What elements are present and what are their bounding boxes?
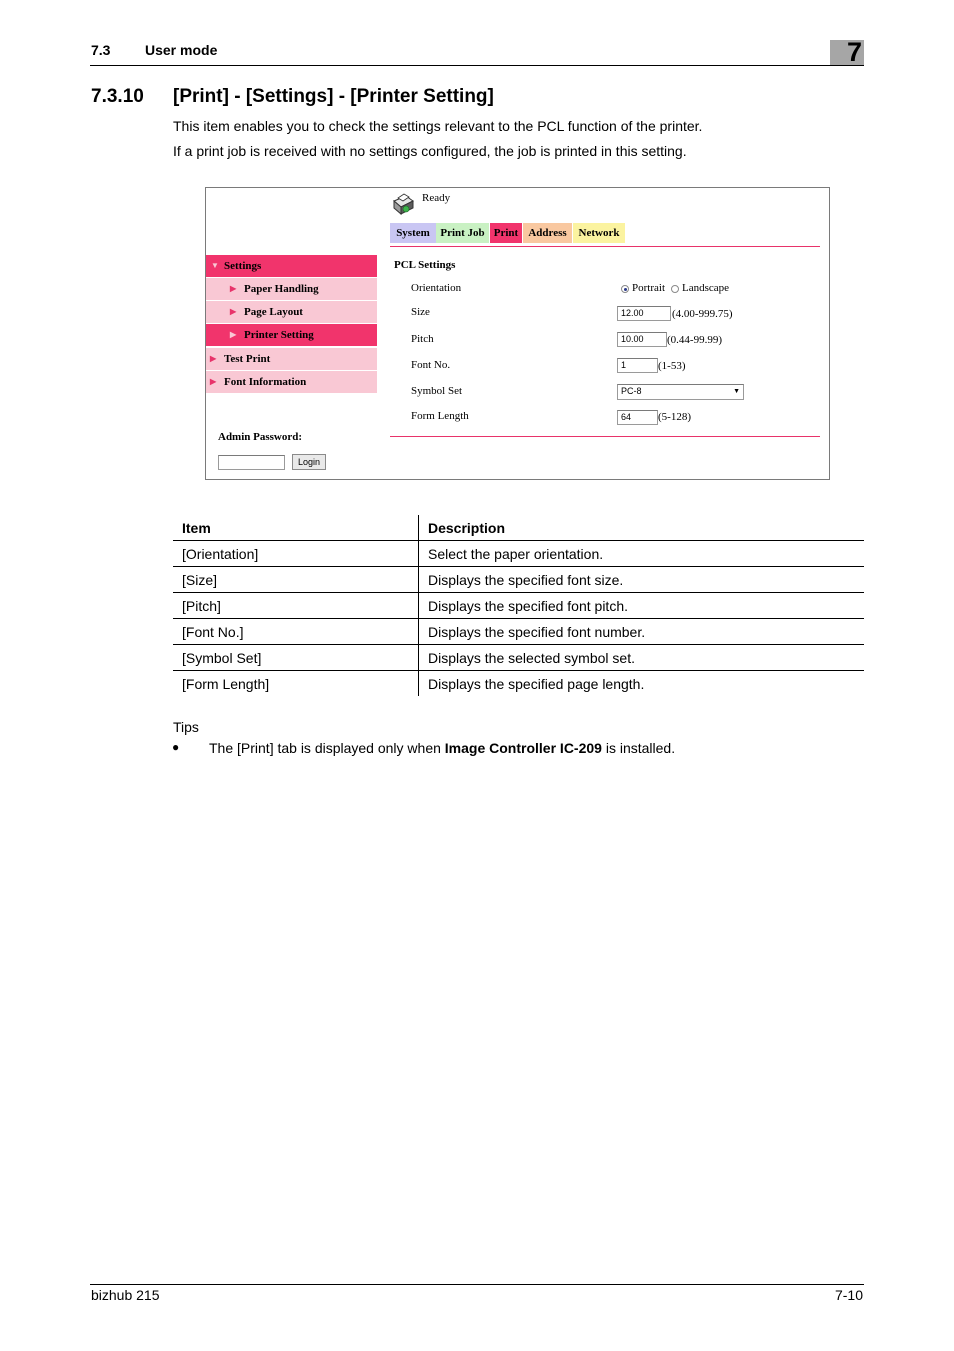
item-description-table: [173, 515, 864, 696]
nav-page-layout[interactable]: [206, 301, 377, 323]
nav-page-layout-label: Page Layout: [244, 306, 303, 318]
footer-page-number: 7-10: [834, 1287, 863, 1303]
pitch-label: Pitch: [411, 333, 434, 345]
pitch-input[interactable]: 10.00: [617, 332, 667, 347]
chapter-number: 7: [846, 37, 862, 67]
table-cell-description: Displays the specified font size.: [419, 567, 865, 593]
nav-printer-setting[interactable]: [206, 324, 377, 346]
tip-text: [209, 740, 675, 756]
symbol-set-value: PC-8: [621, 386, 642, 396]
font-no-label: Font No.: [411, 359, 451, 371]
nav-printer-setting-label: Printer Setting: [244, 329, 314, 341]
symbol-set-label: Symbol Set: [411, 385, 463, 397]
chevron-down-icon: ▼: [211, 261, 219, 270]
table-row: [173, 593, 864, 619]
portrait-radio[interactable]: [621, 285, 629, 293]
table-header-description: Description: [419, 515, 865, 541]
footer-rule: [90, 1284, 864, 1285]
nav-settings-label: Settings: [224, 260, 262, 272]
size-range: (4.00-999.75): [672, 308, 733, 320]
tab-network[interactable]: Network: [573, 223, 625, 243]
table-cell-item: [Size]: [173, 567, 419, 593]
intro-paragraph-1: This item enables you to check the settings relevant to the PCL function of the printer.: [173, 118, 703, 134]
font-no-input[interactable]: 1: [617, 358, 658, 373]
table-cell-item: [Orientation]: [173, 541, 419, 567]
chevron-right-icon: ▶: [230, 307, 237, 316]
landscape-label: Landscape: [682, 282, 730, 294]
footer-product: bizhub 215: [91, 1287, 160, 1303]
form-length-label: Form Length: [411, 410, 469, 422]
nav-font-information-label: Font Information: [224, 376, 307, 388]
tab-underline: [390, 246, 820, 247]
heading-title: [Print] - [Settings] - [Printer Setting]: [173, 86, 494, 107]
nav-test-print-label: Test Print: [224, 353, 271, 365]
size-label: Size: [411, 306, 430, 318]
dropdown-arrow-icon: ▼: [733, 388, 740, 395]
admin-password-input[interactable]: [218, 455, 285, 470]
tab-print-job[interactable]: Print Job: [436, 223, 489, 243]
nav-paper-handling-label: Paper Handling: [244, 283, 319, 295]
form-length-range: (5-128): [658, 411, 691, 423]
table-cell-item: [Form Length]: [173, 671, 419, 697]
pitch-range: (0.44-99.99): [667, 334, 722, 346]
landscape-radio[interactable]: [671, 285, 679, 293]
admin-password-label: Admin Password:: [218, 431, 303, 443]
table-row: [173, 541, 864, 567]
tip-text-bold: Image Controller IC-209: [444, 740, 602, 756]
table-header-row: [173, 515, 864, 541]
chevron-right-icon: ▶: [230, 330, 237, 339]
tab-print[interactable]: Print: [490, 223, 522, 243]
header-rule: [90, 65, 864, 66]
settings-bottom-rule: [390, 436, 820, 437]
tip-text-after: is installed.: [601, 740, 676, 756]
table-cell-item: [Pitch]: [173, 593, 419, 619]
bullet-icon: ●: [172, 740, 180, 754]
nav-test-print[interactable]: [206, 348, 377, 370]
header-section-number: 7.3: [91, 42, 111, 58]
nav-settings[interactable]: [206, 255, 377, 277]
login-button[interactable]: Login: [292, 454, 326, 470]
table-cell-description: Displays the selected symbol set.: [419, 645, 865, 671]
chevron-right-icon: ▶: [210, 377, 217, 386]
tab-address[interactable]: Address: [523, 223, 572, 243]
table-cell-description: Displays the specified font pitch.: [419, 593, 865, 619]
tips-label: Tips: [173, 719, 199, 735]
status-text: Ready: [422, 192, 451, 204]
table-cell-description: Select the paper orientation.: [419, 541, 865, 567]
chevron-right-icon: ▶: [230, 284, 237, 293]
form-length-input[interactable]: 64: [617, 410, 658, 425]
table-header-item: Item: [173, 515, 419, 541]
tab-system[interactable]: System: [390, 223, 436, 243]
printer-setting-screenshot: [205, 187, 830, 480]
symbol-set-select[interactable]: [617, 384, 744, 400]
size-input[interactable]: 12.00: [617, 306, 671, 321]
nav-font-information[interactable]: [206, 371, 377, 393]
table-row: [173, 567, 864, 593]
portrait-label: Portrait: [632, 282, 665, 294]
nav-paper-handling[interactable]: [206, 278, 377, 300]
table-row: [173, 645, 864, 671]
printer-icon: [392, 192, 414, 216]
table-cell-description: Displays the specified page length.: [428, 675, 645, 692]
table-cell-item: [Symbol Set]: [173, 645, 419, 671]
chevron-right-icon: ▶: [210, 354, 217, 363]
tip-text-before: The [Print] tab is displayed only when: [209, 740, 445, 756]
header-section-title: User mode: [145, 42, 218, 58]
pcl-settings-title: PCL Settings: [394, 259, 456, 271]
table-row: [173, 671, 864, 697]
intro-paragraph-2: If a print job is received with no settings configured, the job is printed in this setting.: [173, 143, 687, 159]
table-row: [173, 619, 864, 645]
font-no-range: (1-53): [658, 360, 686, 372]
table-cell-description: Displays the specified font number.: [419, 619, 865, 645]
orientation-label: Orientation: [411, 282, 462, 294]
heading-number: 7.3.10: [91, 86, 144, 107]
table-cell-item: [Font No.]: [173, 619, 419, 645]
